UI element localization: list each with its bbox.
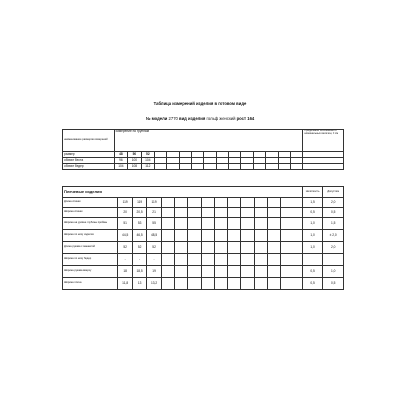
kind-label: вид изделия xyxy=(179,116,206,121)
kind-value: гольф женский xyxy=(206,116,236,121)
table-row: Ширина плеча 11,8 13 13,2 0,5 0,5 xyxy=(63,278,344,290)
document-page xyxy=(52,48,348,352)
header-groups: измерение по группам xyxy=(114,130,303,152)
table-row: Ширина по низу изделия 44,5 46,5 48,5 1,0 ± 2,0 xyxy=(63,230,344,242)
table-row: Длина спинки 119 119 119 1,5 2,0 xyxy=(63,198,344,208)
table-row: Ширина по низу бедер - - - xyxy=(63,254,344,266)
measurement-table-garment xyxy=(62,186,344,290)
model-label: № модели xyxy=(145,116,168,121)
document-title: Таблица измерений изделия в готовом виде xyxy=(153,101,247,106)
table-row: размер 48 50 52 xyxy=(63,152,344,158)
table-row: Длина рукава с манжетой 52 52 52 1,0 2,0 xyxy=(63,242,344,254)
header-note: Предельное отклонение от номинальных величин, ± см xyxy=(303,130,344,152)
measurement-table-sizes xyxy=(62,129,344,170)
table-row: Ширина на уровне глубины проймы 51 53 55 1,0 1,5 xyxy=(63,218,344,230)
table-row: Ширина рукава вверху 18 18,5 19 0,5 1,0 xyxy=(63,266,344,278)
height-value: 164 xyxy=(247,116,255,121)
tol-header-2: Допустим xyxy=(323,187,344,198)
header-name: наименование размеров измерений xyxy=(63,130,115,152)
section-title: Плечевые изделия xyxy=(63,187,303,198)
table-row: Ширина спинки 20 20,5 21 0,5 0,5 xyxy=(63,208,344,218)
height-label: рост xyxy=(236,116,247,121)
table-row: обхват беста 96 100 104 xyxy=(63,158,344,164)
tol-header-1: Нечёткость xyxy=(302,187,322,198)
document-subtitle xyxy=(52,116,348,121)
table-row: обхват бедер 104 108 112 xyxy=(63,164,344,170)
model-number: 2770 xyxy=(168,116,178,121)
